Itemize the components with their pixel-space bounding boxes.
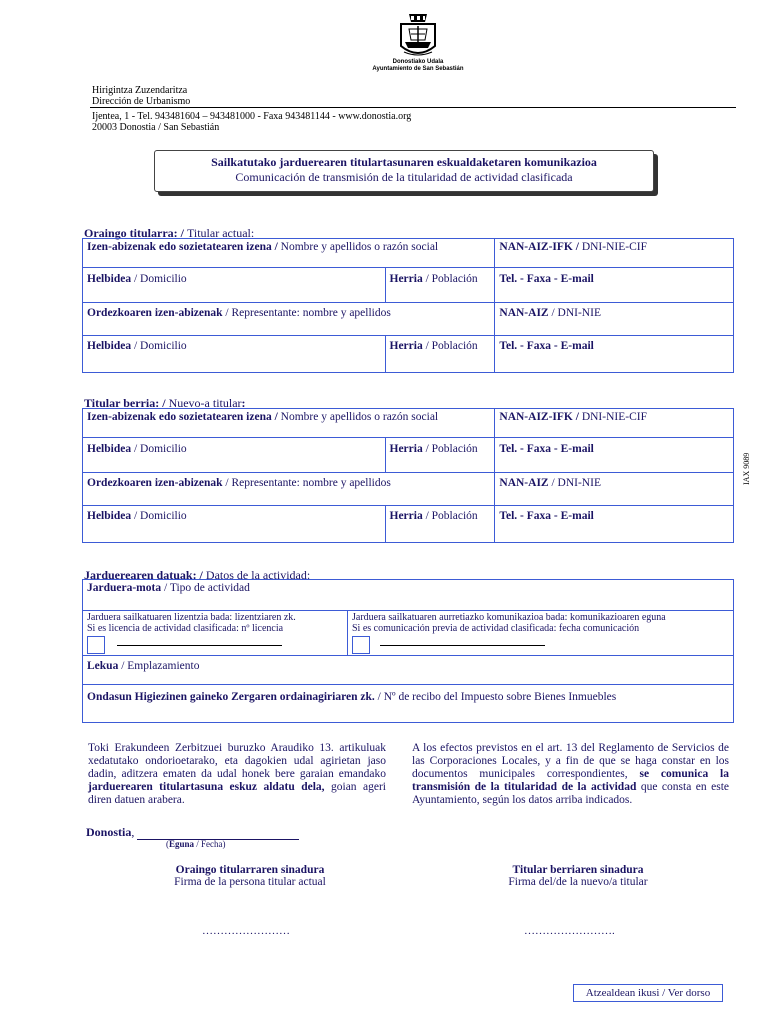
field-label: / Representante: nombre y apellidos — [225, 307, 391, 319]
field-label: NAN-AIZ — [499, 307, 549, 319]
current-holder-heading-eu: Oraingo titularra: / — [84, 226, 184, 240]
statement-es-bold: se comunica la transmisión de la titularidad de la actividad — [412, 768, 729, 793]
statement-eu-text: Toki Erakundeen Zerbitzuei buruzko Araudiko 13. artikuluak xedatutako ondorioetarako, eta dagokien udal agirietan jaso dadin, aditzera ematen da udal honek bere garaian emandako — [88, 742, 386, 780]
new-holder-signature — [448, 864, 708, 888]
field-label: / Domicilio — [133, 443, 187, 455]
field-label: / Nº de recibo del Impuesto sobre Bienes Inmuebles — [377, 691, 617, 703]
field-label: Nombre y apellidos o razón social — [280, 411, 439, 423]
statement-es-text: A los efectos previstos en el art. 13 del Reglamento de Servicios de las Corporaciones Locales, y a fin de que se haga constar en los documentos municipales correspondientes, — [412, 742, 729, 780]
field-label: DNI-NIE-CIF — [581, 411, 647, 423]
field-label: Nombre y apellidos o razón social — [280, 241, 439, 253]
logo-line-2: Ayuntamiento de San Sebastián — [372, 66, 464, 72]
date-label-es: / Fecha — [196, 839, 223, 849]
field-label: / Población — [425, 273, 478, 285]
current-holder-address-field[interactable] — [83, 268, 386, 303]
new-holder-address-field[interactable] — [83, 438, 386, 473]
licence-number-line[interactable] — [117, 645, 282, 646]
contact-line: Ijentea, 1 - Tel. 943481604 – 943481000 - Faxa 943481144 - www.donostia.org — [92, 111, 412, 122]
field-label: Helbidea — [87, 443, 132, 455]
department-eu: Hirigintza Zuzendaritza — [92, 85, 188, 96]
field-label: / Domicilio — [133, 510, 187, 522]
activity-type-field[interactable] — [83, 580, 734, 611]
field-label: / DNI-NIE — [551, 307, 601, 319]
new-holder-table — [82, 408, 734, 543]
field-label: / Domicilio — [133, 273, 187, 285]
logo-line-1: Donostiako Udala — [392, 59, 444, 65]
current-holder-town-field[interactable] — [385, 268, 495, 303]
department-es: Dirección de Urbanismo — [92, 96, 191, 107]
statement-eu-bold: jarduerearen titulartasuna eskuz aldatu dela, — [88, 781, 325, 793]
new-holder-town-field[interactable] — [385, 438, 495, 473]
field-label: Ondasun Higiezinen gaineko Zergaren ordainagiriaren zk. — [87, 691, 375, 703]
date-label-eu: Eguna — [169, 839, 195, 849]
location-field[interactable] — [83, 656, 734, 685]
field-label: Ordezkoaren izen-abizenak — [87, 477, 223, 489]
form-title-es: Comunicación de transmisión de la titularidad de actividad clasificada — [235, 170, 573, 184]
form-title-eu: Sailkatutako jarduerearen titulartasunaren eskualdaketaren komunikazioa — [211, 155, 597, 169]
field-label: / Población — [425, 340, 478, 352]
field-label: NAN-AIZ — [499, 477, 549, 489]
form-code: IAX 9089 — [742, 452, 751, 485]
new-holder-id-field[interactable] — [495, 409, 734, 438]
address-line: 20003 Donostia / San Sebastián — [92, 122, 220, 133]
statement-eu-text: goian ageri diren datuen arabera. — [88, 781, 386, 806]
heading-colon: : — [241, 396, 246, 410]
field-label: Herria — [389, 510, 423, 522]
field-label: / Población — [425, 510, 478, 522]
current-holder-name-field[interactable] — [83, 239, 495, 268]
field-label: NAN-AIZ-IFK / — [499, 241, 579, 253]
signature-label-es: Firma del/de la nuevo/a titular — [508, 876, 648, 888]
current-signature-line[interactable]: …………………… — [202, 925, 290, 937]
field-label: Helbidea — [87, 273, 132, 285]
city-coat-of-arms-logo — [395, 12, 441, 62]
statement-eu — [88, 742, 386, 807]
field-label: / DNI-NIE — [551, 477, 601, 489]
prior-label-eu: Jarduera sailkatuaren aurretiazko komunikazioa bada: komunikazioaren eguna — [352, 612, 666, 623]
prior-communication-field — [348, 611, 734, 656]
current-rep-id-field[interactable] — [495, 303, 734, 336]
current-holder-heading-es: Titular actual: — [186, 226, 255, 240]
new-holder-heading-eu: Titular berria: / — [84, 396, 166, 410]
statement-es-text: que consta en este Ayuntamiento, según los datos arriba indicados. — [412, 781, 729, 806]
field-label: Herria — [389, 340, 423, 352]
current-holder-id-field[interactable] — [495, 239, 734, 268]
new-rep-id-field[interactable] — [495, 473, 734, 506]
prior-label-es: Si es comunicación previa de actividad clasificada: fecha comunicación — [352, 623, 640, 634]
new-rep-town-field[interactable] — [385, 506, 495, 543]
current-holder-signature — [120, 864, 380, 888]
field-label: Jarduera-mota — [87, 582, 162, 594]
ibi-receipt-field[interactable] — [83, 685, 734, 723]
current-rep-contact-field[interactable] — [495, 336, 734, 373]
field-label: Tel. - Faxa - E-mail — [499, 273, 594, 285]
current-rep-address-field[interactable] — [83, 336, 386, 373]
field-label: / Tipo de actividad — [163, 582, 250, 594]
statement-es — [412, 742, 729, 807]
field-label: / Representante: nombre y apellidos — [225, 477, 391, 489]
licence-field — [83, 611, 348, 656]
current-rep-name-field[interactable] — [83, 303, 495, 336]
new-holder-name-field[interactable] — [83, 409, 495, 438]
licence-label-eu: Jarduera sailkatuaren lizentzia bada: lizentziaren zk. — [87, 612, 296, 623]
prior-date-line[interactable] — [380, 645, 545, 646]
new-signature-line[interactable]: ……………………. — [524, 925, 615, 937]
field-label: NAN-AIZ-IFK / — [499, 411, 579, 423]
field-label: / Emplazamiento — [121, 660, 200, 672]
field-label: Izen-abizenak edo sozietatearen izena / — [87, 411, 278, 423]
field-label: Tel. - Faxa - E-mail — [499, 510, 594, 522]
field-label: Lekua — [87, 660, 119, 672]
field-label: Ordezkoaren izen-abizenak — [87, 307, 223, 319]
form-title-box — [154, 150, 654, 192]
field-label: Tel. - Faxa - E-mail — [499, 340, 594, 352]
field-label: DNI-NIE-CIF — [581, 241, 647, 253]
field-label: Herria — [389, 273, 423, 285]
see-reverse-note: Atzealdean ikusi / Ver dorso — [573, 984, 723, 1002]
activity-table — [82, 579, 734, 723]
current-rep-town-field[interactable] — [385, 336, 495, 373]
new-holder-contact-field[interactable] — [495, 438, 734, 473]
signature-label-es: Firma de la persona titular actual — [174, 876, 326, 888]
field-label: / Población — [425, 443, 478, 455]
activity-heading-es: Datos de la actividad: — [205, 568, 311, 582]
new-rep-address-field[interactable] — [83, 506, 386, 543]
new-rep-contact-field[interactable] — [495, 506, 734, 543]
licence-label-es: Si es licencia de actividad clasificada: nº licencia — [87, 623, 284, 634]
field-label: Tel. - Faxa - E-mail — [499, 443, 594, 455]
date-line: Donostia, — [86, 825, 299, 840]
activity-heading-eu: Jarduerearen datuak: / — [84, 568, 203, 582]
new-holder-heading-es: Nuevo-a titular — [168, 396, 242, 410]
current-holder-contact-field[interactable] — [495, 268, 734, 303]
header-divider — [90, 107, 736, 108]
field-label: Izen-abizenak edo sozietatearen izena / — [87, 241, 278, 253]
field-label: Helbidea — [87, 340, 132, 352]
field-label: Herria — [389, 443, 423, 455]
field-label: / Domicilio — [133, 340, 187, 352]
current-holder-table — [82, 238, 734, 373]
licence-checkbox[interactable] — [87, 636, 105, 654]
date-caption: (Eguna / Fecha) — [166, 839, 226, 849]
date-place: Donostia — [86, 825, 132, 839]
prior-communication-checkbox[interactable] — [352, 636, 370, 654]
signature-label-eu: Titular berriaren sinadura — [512, 864, 644, 876]
new-rep-name-field[interactable] — [83, 473, 495, 506]
signature-label-eu: Oraingo titularraren sinadura — [175, 864, 325, 876]
field-label: Helbidea — [87, 510, 132, 522]
